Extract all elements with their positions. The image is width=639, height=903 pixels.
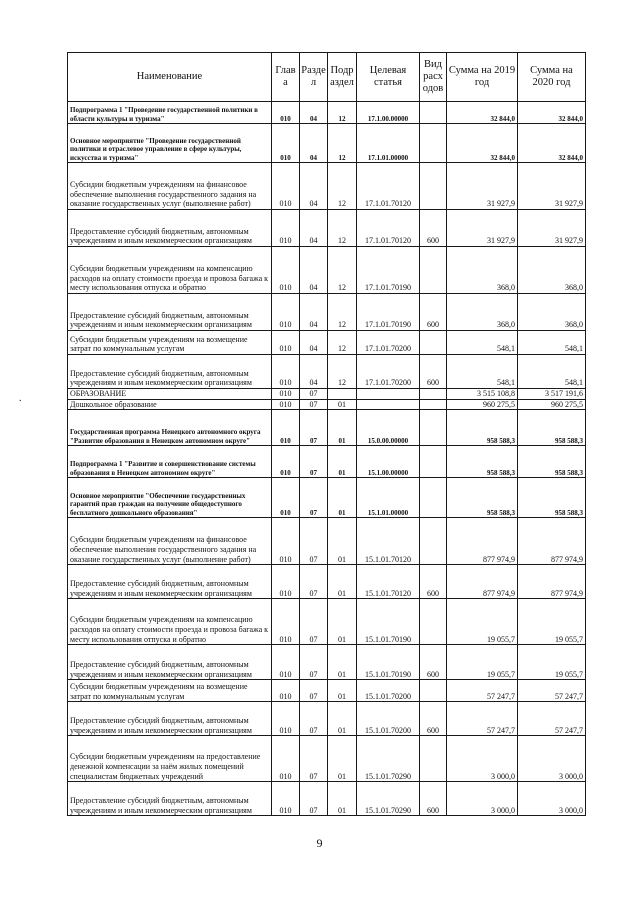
row-podrazdel: 12 (328, 355, 357, 389)
row-expense-type (420, 478, 447, 518)
header-sum-2020: Сумма на 2020 год (518, 53, 586, 102)
row-glava: 010 (272, 163, 300, 210)
row-sum-2020: 32 844,0 (518, 102, 586, 124)
row-sum-2020: 548,1 (518, 331, 586, 355)
row-expense-type: 600 (420, 210, 447, 247)
row-podrazdel (328, 389, 357, 400)
row-glava: 010 (272, 736, 300, 782)
row-razdel: 07 (300, 736, 328, 782)
row-sum-2020: 958 588,3 (518, 478, 586, 518)
table-row (68, 736, 586, 782)
header-glava: Глав а (272, 53, 300, 102)
row-expense-type: 600 (420, 355, 447, 389)
header-razdel: Разде л (300, 53, 328, 102)
row-expense-type (420, 331, 447, 355)
table-row (68, 680, 586, 702)
row-sum-2020: 548,1 (518, 355, 586, 389)
row-glava: 010 (272, 478, 300, 518)
row-podrazdel: 01 (328, 599, 357, 645)
row-name: Предоставление субсидий бюджетным, автономным учреждениям и иным некоммерческим организациям (68, 702, 272, 736)
row-razdel: 04 (300, 163, 328, 210)
table-row (68, 163, 586, 210)
row-name: Субсидии бюджетным учреждениям на финансовое обеспечение выполнения государственного задания на оказание государственных услуг (выполнение работ) (68, 518, 272, 565)
row-target-article: 15.1.01.70200 (357, 680, 420, 702)
row-podrazdel: 12 (328, 247, 357, 294)
row-sum-2019: 31 927,9 (447, 163, 518, 210)
row-name: Субсидии бюджетным учреждениям на предоставление денежной компенсации за наём жилых помещений специалистам бюджетных учреждений (68, 736, 272, 782)
table-row (68, 645, 586, 680)
row-razdel: 04 (300, 247, 328, 294)
row-razdel: 04 (300, 294, 328, 331)
row-sum-2019: 958 588,3 (447, 478, 518, 518)
row-target-article (357, 399, 420, 410)
row-expense-type (420, 102, 447, 124)
row-expense-type (420, 446, 447, 478)
row-glava: 010 (272, 565, 300, 599)
header-sum-2019: Сумма на 2019 год (447, 53, 518, 102)
row-glava: 010 (272, 410, 300, 446)
row-razdel: 07 (300, 599, 328, 645)
table-body (68, 102, 586, 816)
row-razdel: 07 (300, 518, 328, 565)
row-name: Субсидии бюджетным учреждениям на компенсацию расходов на оплату стоимости проезда и провоза багажа к месту использования отпуска и обратно (68, 599, 272, 645)
row-name: Предоставление субсидий бюджетным, автономным учреждениям и иным некоммерческим организациям (68, 645, 272, 680)
row-target-article: 15.1.01.70290 (357, 782, 420, 816)
row-sum-2020: 31 927,9 (518, 210, 586, 247)
row-expense-type (420, 163, 447, 210)
header-target-article: Целевая статья (357, 53, 420, 102)
row-sum-2019: 368,0 (447, 247, 518, 294)
row-target-article: 15.1.01.70200 (357, 702, 420, 736)
row-sum-2020: 960 275,5 (518, 399, 586, 410)
row-expense-type (420, 399, 447, 410)
row-podrazdel: 01 (328, 565, 357, 599)
row-target-article: 15.1.01.70120 (357, 565, 420, 599)
row-sum-2019: 958 588,3 (447, 446, 518, 478)
row-name: Подпрограмма 1 "Развитие и совершенствование системы образования в Ненецком автономном округе" (68, 446, 272, 478)
row-glava: 010 (272, 210, 300, 247)
table-row (68, 389, 586, 400)
table-row (68, 331, 586, 355)
row-target-article: 17.1.01.70120 (357, 210, 420, 247)
row-sum-2020: 368,0 (518, 294, 586, 331)
row-podrazdel: 01 (328, 478, 357, 518)
header-expense-type: Вид расх одов (420, 53, 447, 102)
row-sum-2019: 368,0 (447, 294, 518, 331)
row-name: Дошкольное образование (68, 399, 272, 410)
row-expense-type: 600 (420, 294, 447, 331)
row-podrazdel: 01 (328, 446, 357, 478)
row-glava: 010 (272, 702, 300, 736)
row-podrazdel: 01 (328, 736, 357, 782)
row-sum-2019: 19 055,7 (447, 599, 518, 645)
row-sum-2019: 548,1 (447, 355, 518, 389)
row-podrazdel: 12 (328, 294, 357, 331)
row-sum-2020: 3 000,0 (518, 736, 586, 782)
row-sum-2019: 877 974,9 (447, 565, 518, 599)
row-name: Субсидии бюджетным учреждениям на финансовое обеспечение выполнения государственного задания на оказание государственных услуг (выполнение работ) (68, 163, 272, 210)
row-razdel: 07 (300, 680, 328, 702)
table-row (68, 410, 586, 446)
row-podrazdel: 01 (328, 782, 357, 816)
table-row (68, 565, 586, 599)
row-glava: 010 (272, 124, 300, 163)
row-sum-2019: 32 844,0 (447, 124, 518, 163)
row-glava: 010 (272, 294, 300, 331)
row-target-article: 15.1.01.00000 (357, 478, 420, 518)
row-name: Субсидии бюджетным учреждениям на возмещение затрат по коммунальным услугам (68, 680, 272, 702)
row-expense-type (420, 518, 447, 565)
row-glava: 010 (272, 782, 300, 816)
row-podrazdel: 01 (328, 399, 357, 410)
row-target-article: 15.1.01.70290 (357, 736, 420, 782)
row-target-article: 17.1.00.00000 (357, 102, 420, 124)
row-target-article: 17.1.01.70200 (357, 331, 420, 355)
row-expense-type: 600 (420, 645, 447, 680)
row-glava: 010 (272, 102, 300, 124)
row-sum-2020: 31 927,9 (518, 163, 586, 210)
row-expense-type (420, 410, 447, 446)
header-name: Наименование (68, 53, 272, 102)
row-podrazdel: 12 (328, 124, 357, 163)
table-row (68, 702, 586, 736)
header-row (68, 53, 586, 102)
row-expense-type (420, 124, 447, 163)
row-sum-2020: 3 000,0 (518, 782, 586, 816)
table-row (68, 478, 586, 518)
row-name: Предоставление субсидий бюджетным, автономным учреждениям и иным некоммерческим организациям (68, 294, 272, 331)
row-glava: 010 (272, 331, 300, 355)
row-name: Субсидии бюджетным учреждениям на компенсацию расходов на оплату стоимости проезда и провоза багажа к месту использования отпуска и обратно (68, 247, 272, 294)
row-glava: 010 (272, 518, 300, 565)
row-podrazdel: 01 (328, 645, 357, 680)
row-sum-2019: 958 588,3 (447, 410, 518, 446)
row-sum-2020: 57 247,7 (518, 702, 586, 736)
row-glava: 010 (272, 389, 300, 400)
row-sum-2019: 3 000,0 (447, 736, 518, 782)
row-name: Предоставление субсидий бюджетным, автономным учреждениям и иным некоммерческим организациям (68, 565, 272, 599)
row-razdel: 07 (300, 399, 328, 410)
margin-mark: . (19, 393, 22, 404)
row-sum-2019: 19 055,7 (447, 645, 518, 680)
row-expense-type (420, 680, 447, 702)
row-glava: 010 (272, 355, 300, 389)
row-glava: 010 (272, 247, 300, 294)
row-sum-2020: 19 055,7 (518, 599, 586, 645)
row-name: Основное мероприятие "Проведение государственной политики и отраслевое управление в сфере культуры, искусства и туризма" (68, 124, 272, 163)
row-sum-2019: 31 927,9 (447, 210, 518, 247)
row-razdel: 04 (300, 210, 328, 247)
row-razdel: 07 (300, 645, 328, 680)
table-row (68, 124, 586, 163)
row-expense-type: 600 (420, 565, 447, 599)
row-sum-2019: 57 247,7 (447, 702, 518, 736)
row-target-article: 15.0.00.00000 (357, 410, 420, 446)
table-row (68, 294, 586, 331)
row-glava: 010 (272, 446, 300, 478)
budget-table (67, 52, 586, 816)
row-target-article: 17.1.01.70120 (357, 163, 420, 210)
row-sum-2019: 960 275,5 (447, 399, 518, 410)
row-razdel: 04 (300, 331, 328, 355)
row-name: Предоставление субсидий бюджетным, автономным учреждениям и иным некоммерческим организациям (68, 210, 272, 247)
row-expense-type (420, 736, 447, 782)
row-sum-2020: 877 974,9 (518, 518, 586, 565)
row-sum-2019: 877 974,9 (447, 518, 518, 565)
row-sum-2019: 3 000,0 (447, 782, 518, 816)
row-glava: 010 (272, 399, 300, 410)
row-name: Предоставление субсидий бюджетным, автономным учреждениям и иным некоммерческим организациям (68, 355, 272, 389)
table-row (68, 247, 586, 294)
row-podrazdel: 12 (328, 210, 357, 247)
row-name: Основное мероприятие "Обеспечение государственных гарантий прав граждан на получение общедоступного бесплатного дошкольного образования" (68, 478, 272, 518)
table-row (68, 599, 586, 645)
row-target-article: 15.1.00.00000 (357, 446, 420, 478)
row-razdel: 07 (300, 565, 328, 599)
page-number: 9 (316, 836, 323, 850)
row-razdel: 04 (300, 124, 328, 163)
row-target-article: 17.1.01.00000 (357, 124, 420, 163)
header-podrazdel: Подр аздел (328, 53, 357, 102)
row-sum-2020: 368,0 (518, 247, 586, 294)
table-row (68, 518, 586, 565)
row-sum-2020: 958 588,3 (518, 446, 586, 478)
row-razdel: 04 (300, 355, 328, 389)
row-podrazdel: 12 (328, 163, 357, 210)
row-target-article (357, 389, 420, 400)
table-row (68, 782, 586, 816)
row-expense-type (420, 389, 447, 400)
row-sum-2020: 958 588,3 (518, 410, 586, 446)
row-name: Подпрограмма 1 "Проведение государственной политики в области культуры и туризма" (68, 102, 272, 124)
row-target-article: 15.1.01.70190 (357, 599, 420, 645)
row-razdel: 04 (300, 102, 328, 124)
row-target-article: 17.1.01.70190 (357, 294, 420, 331)
table-row (68, 355, 586, 389)
row-podrazdel: 01 (328, 518, 357, 565)
row-glava: 010 (272, 645, 300, 680)
row-podrazdel: 01 (328, 410, 357, 446)
row-target-article: 17.1.01.70190 (357, 247, 420, 294)
table-row (68, 102, 586, 124)
row-glava: 010 (272, 680, 300, 702)
row-sum-2020: 32 844,0 (518, 124, 586, 163)
row-glava: 010 (272, 599, 300, 645)
row-target-article: 17.1.01.70200 (357, 355, 420, 389)
row-razdel: 07 (300, 410, 328, 446)
table-row (68, 210, 586, 247)
row-razdel: 07 (300, 478, 328, 518)
row-podrazdel: 12 (328, 331, 357, 355)
row-name: Субсидии бюджетным учреждениям на возмещение затрат по коммунальным услугам (68, 331, 272, 355)
row-razdel: 07 (300, 389, 328, 400)
row-podrazdel: 01 (328, 680, 357, 702)
row-sum-2019: 548,1 (447, 331, 518, 355)
table-row (68, 399, 586, 410)
row-name: Государственная программа Ненецкого автономного округа "Развитие образования в Ненецком автономном округе" (68, 410, 272, 446)
row-sum-2019: 3 515 108,8 (447, 389, 518, 400)
row-razdel: 07 (300, 446, 328, 478)
row-name: Предоставление субсидий бюджетным, автономным учреждениям и иным некоммерческим организациям (68, 782, 272, 816)
row-sum-2020: 877 974,9 (518, 565, 586, 599)
row-target-article: 15.1.01.70120 (357, 518, 420, 565)
row-expense-type (420, 247, 447, 294)
row-podrazdel: 12 (328, 102, 357, 124)
row-expense-type: 600 (420, 782, 447, 816)
row-sum-2020: 57 247,7 (518, 680, 586, 702)
row-name: ОБРАЗОВАНИЕ (68, 389, 272, 400)
row-expense-type (420, 599, 447, 645)
row-sum-2019: 32 844,0 (447, 102, 518, 124)
row-target-article: 15.1.01.70190 (357, 645, 420, 680)
row-razdel: 07 (300, 702, 328, 736)
row-razdel: 07 (300, 782, 328, 816)
row-expense-type: 600 (420, 702, 447, 736)
row-sum-2019: 57 247,7 (447, 680, 518, 702)
row-sum-2020: 3 517 191,6 (518, 389, 586, 400)
row-sum-2020: 19 055,7 (518, 645, 586, 680)
row-podrazdel: 01 (328, 702, 357, 736)
table-row (68, 446, 586, 478)
